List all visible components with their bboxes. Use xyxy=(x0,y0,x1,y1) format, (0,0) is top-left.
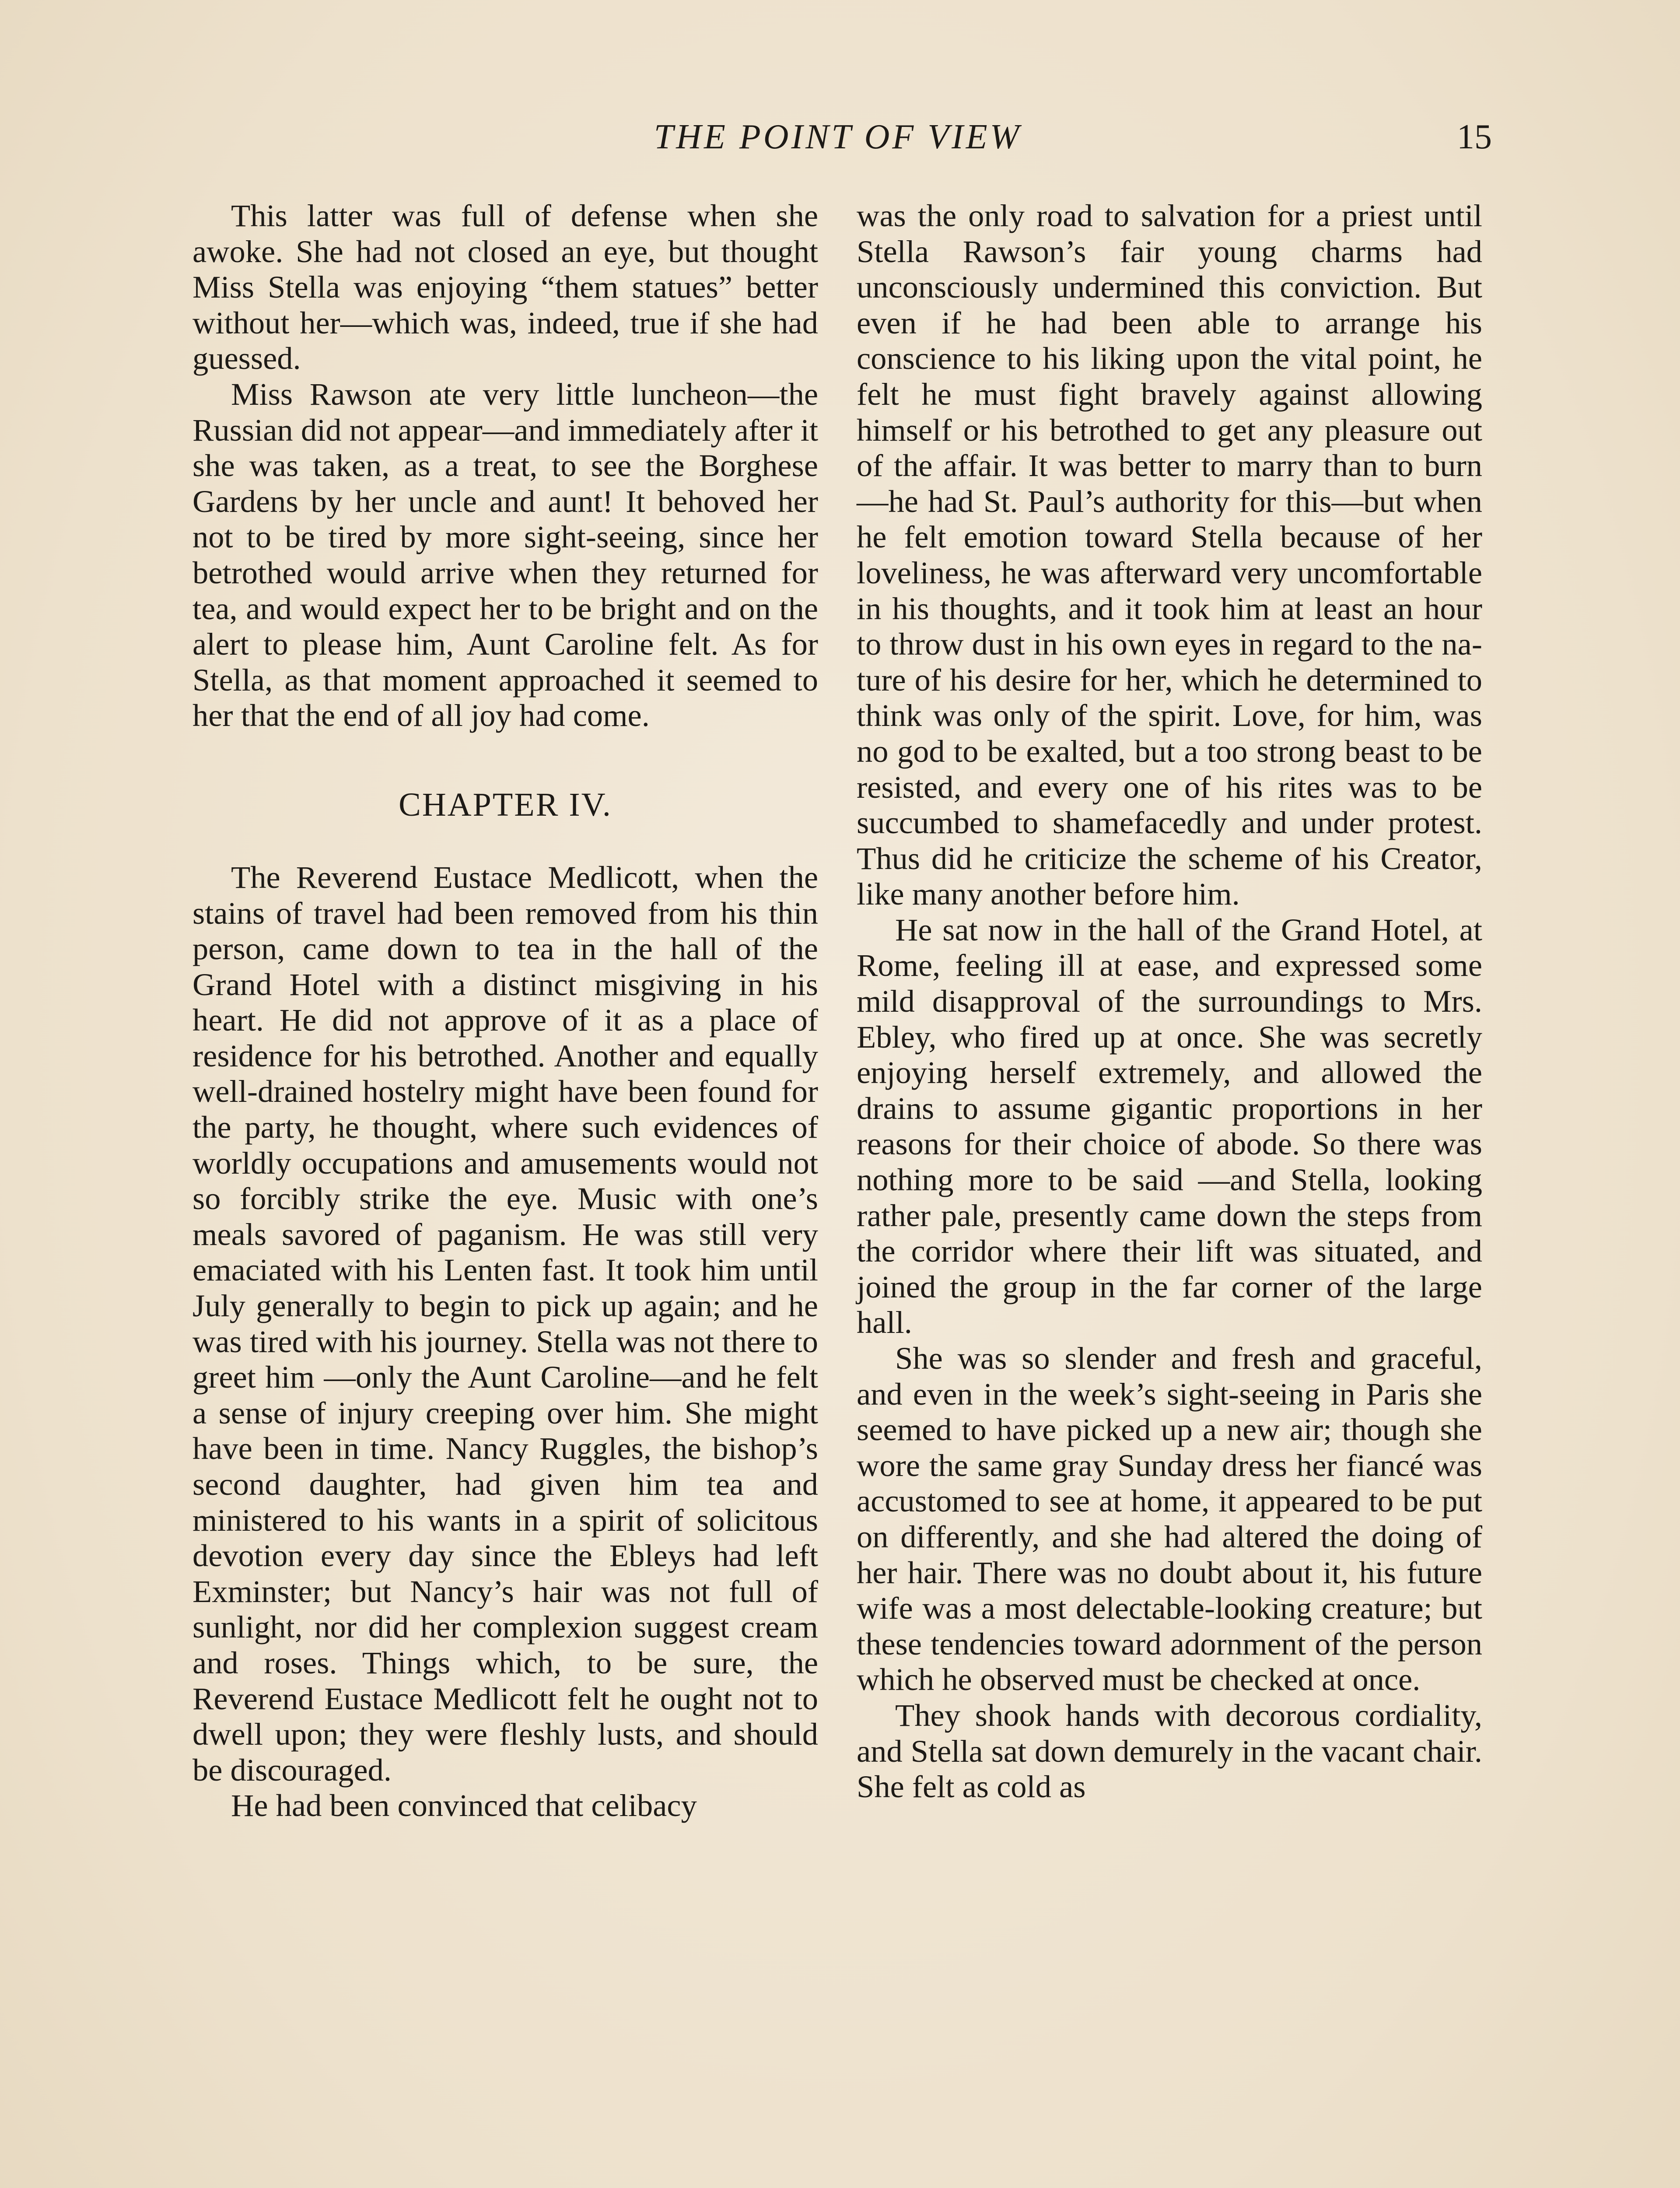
paragraph-left-2: Miss Rawson ate very little luncheon—the Russian did not appear—and immediately after it she was taken, as a treat, to see the Borghese Gardens by her uncle and aunt! It behoved her not to be tired by more sight-seeing, since her betrothed would arrive when they returned for tea, and would expect her to be bright and on the alert to please him, Aunt Caroline felt. As for Stella, as that moment approached it seemed to her that the end of all joy had come. xyxy=(192,376,818,733)
paragraph-right-3: She was so slender and fresh and graceful, and even in the week’s sight-seeing in Paris she seemed to have picked up a new air; though she wore the same gray Sunday dress her fiancé was accustomed to see at home, it appeared to be put on differently, and she had altered the doing of her hair. There was no doubt about it, his future wife was a most delectable-looking creature; but these tendencies toward adornment of the person which he observed must be checked at once. xyxy=(857,1340,1482,1697)
page-number: 15 xyxy=(1457,118,1492,156)
paragraph-right-2: He sat now in the hall of the Grand Hotel, at Rome, feeling ill at ease, and expressed some mild disapproval of the surroundings to Mrs. Ebley, who fired up at once. She was secretly enjoying herself extremely, and allowed the drains to assume gigantic proportions in her reasons for their choice of abode. So there was nothing more to be said —and Stella, looking rather pale, presently came down the steps from the corridor where their lift was situated, and joined the group in the far corner of the large hall. xyxy=(857,912,1482,1340)
right-column xyxy=(857,198,1482,1805)
paragraph-right-1: was the only road to salvation for a priest until Stella Rawson’s fair young charms had unconsciously undermined this conviction. But even if he had been able to arrange his conscience to his liking upon the vital point, he felt he must fight bravely against allowing himself or his betrothed to get any pleasure out of the affair. It was better to marry than to burn—he had St. Paul’s authority for this—but when he felt emotion toward Stella because of her loveliness, he was afterward very uncomfortable in his thoughts, and it took him at least an hour to throw dust in his own eyes in regard to the nature of his desire for her, which he determined to think was only of the spirit. Love, for him, was no god to be exalted, but a too strong beast to be resisted, and every one of his rites was to be succumbed to shamefacedly and under protest. Thus did he criticize the scheme of his Creator, like many another before him. xyxy=(857,198,1482,912)
chapter-heading: CHAPTER IV. xyxy=(399,786,612,823)
left-column xyxy=(192,198,818,1823)
paragraph-left-4: He had been convinced that celibacy xyxy=(231,1788,697,1823)
paragraph-left-1: This latter was full of defense when she awoke. She had not closed an eye, but thought Miss Stella was enjoying “them statues” better without her—which was, indeed, true if she had guessed. xyxy=(192,198,818,376)
paragraph-right-4: They shook hands with decorous cordiality, and Stella sat down demurely in the vacant chair. She felt as cold as xyxy=(857,1697,1482,1805)
paragraph-left-3: The Reverend Eustace Medlicott, when the stains of travel had been removed from his thin person, came down to tea in the hall of the Grand Hotel with a distinct misgiving in his heart. He did not approve of it as a place of residence for his betrothed. Another and equally well-drained hostelry might have been found for the party, he thought, where such evidences of worldly occupations and amusements would not so forcibly strike the eye. Music with one’s meals savored of paganism. He was still very emaciated with his Lenten fast. It took him until July generally to begin to pick up again; and he was tired with his journey. Stella was not there to greet him —only the Aunt Caroline—and he felt a sense of injury creeping over him. She might have been in time. Nancy Ruggles, the bishop’s second daughter, had given him tea and ministered to his wants in a spirit of solicitous devotion every day since the Ebleys had left Exminster; but Nancy’s hair was not full of sunlight, nor did her complexion suggest cream and roses. Things which, to be sure, the Reverend Eustace Medlicott felt he ought not to dwell upon; they were fleshly lusts, and should be discouraged. xyxy=(192,859,818,1788)
running-title: THE POINT OF VIEW xyxy=(654,118,1022,156)
